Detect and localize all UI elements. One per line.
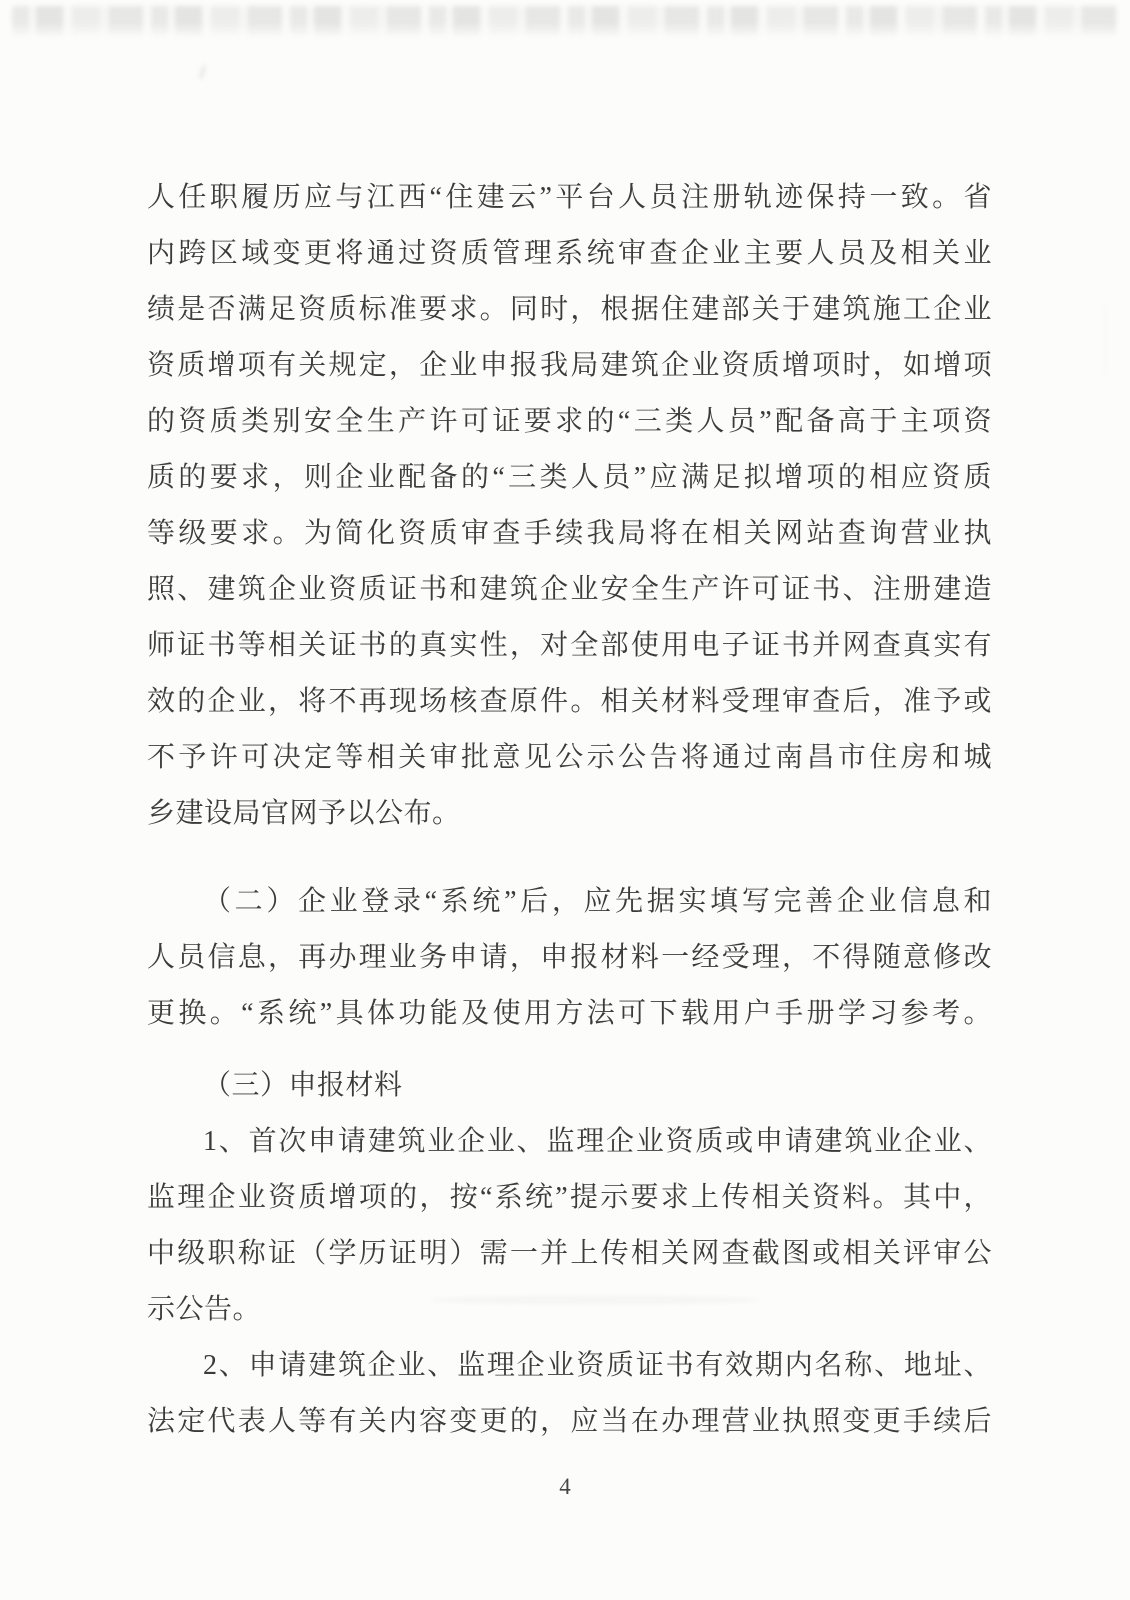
text-line: 的资质类别安全生产许可证要求的“三类人员”配备高于主项资 — [147, 406, 992, 437]
text-line: 1、首次申请建筑业企业、监理企业资质或申请建筑业企业、 — [203, 1126, 992, 1157]
document-body — [147, 170, 992, 1450]
text-line: 中级职称证（学历证明）需一并上传相关网查截图或相关评审公 — [147, 1238, 992, 1269]
scan-artifact-band — [12, 6, 1118, 36]
text-line: 照、建筑企业资质证书和建筑企业安全生产许可证书、注册建造 — [147, 574, 992, 605]
text-line: 不予许可决定等相关审批意见公示公告将通过南昌市住房和城 — [147, 742, 992, 773]
text-line: 示公告。 — [147, 1294, 262, 1325]
text-line: 内跨区域变更将通过资质管理系统审查企业主要人员及相关业 — [147, 238, 992, 269]
text-line: 法定代表人等有关内容变更的，应当在办理营业执照变更手续后 — [147, 1406, 992, 1437]
scan-smudge — [198, 64, 208, 81]
text-line: 绩是否满足资质标准要求。同时，根据住建部关于建筑施工企业 — [147, 294, 992, 325]
text-line: 等级要求。为简化资质审查手续我局将在相关网站查询营业执 — [147, 518, 992, 549]
scan-smudge — [1104, 300, 1107, 380]
text-line: 2、申请建筑企业、监理企业资质证书有效期内名称、地址、 — [203, 1350, 992, 1381]
text-line: 人任职履历应与江西“住建云”平台人员注册轨迹保持一致。省 — [147, 182, 992, 213]
text-line: 监理企业资质增项的，按“系统”提示要求上传相关资料。其中， — [147, 1182, 992, 1213]
text-line: 更换。“系统”具体功能及使用方法可下载用户手册学习参考。 — [147, 998, 992, 1029]
text-line: 人员信息，再办理业务申请，申报材料一经受理，不得随意修改 — [147, 942, 992, 973]
text-line: 师证书等相关证书的真实性，对全部使用电子证书并网查真实有 — [147, 630, 992, 661]
section-heading: （三）申报材料 — [203, 1070, 403, 1101]
text-line: （二）企业登录“系统”后，应先据实填写完善企业信息和 — [203, 886, 992, 917]
text-line: 质的要求，则企业配备的“三类人员”应满足拟增项的相应资质 — [147, 462, 992, 493]
text-line: 资质增项有关规定，企业申报我局建筑企业资质增项时，如增项 — [147, 350, 992, 381]
text-line: 乡建设局官网予以公布。 — [147, 798, 461, 829]
text-line: 效的企业，将不再现场核查原件。相关材料受理审查后，准予或 — [147, 686, 992, 717]
page-number: 4 — [559, 1474, 571, 1499]
